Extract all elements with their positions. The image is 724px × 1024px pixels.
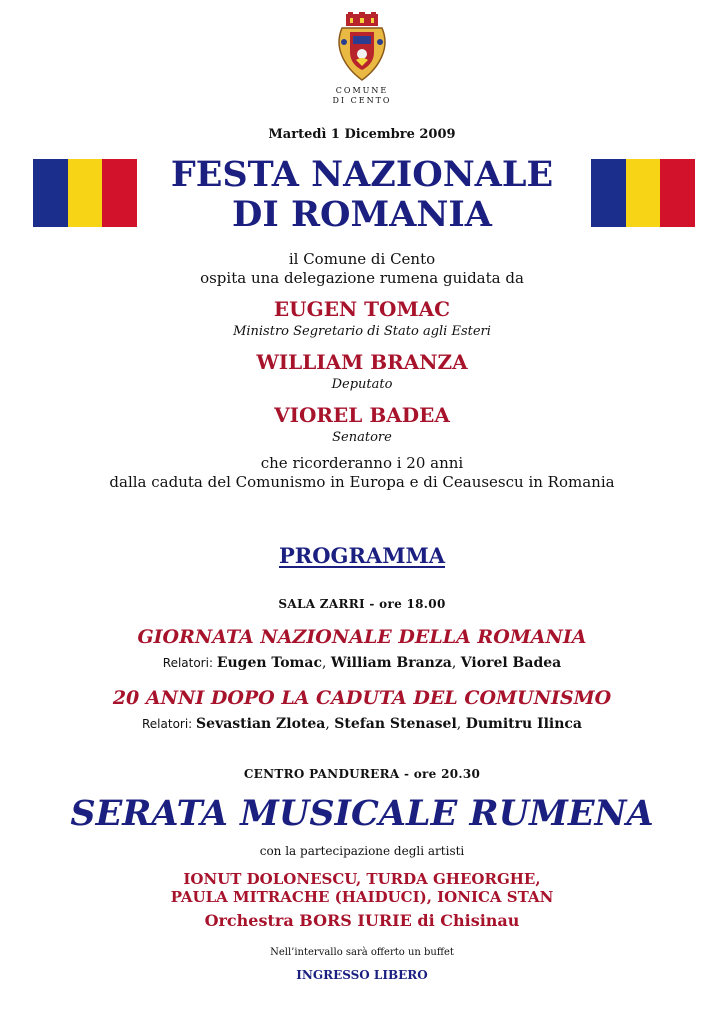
speaker-separator: , xyxy=(321,655,331,671)
speaker: Stefan Stenasel xyxy=(334,716,457,732)
venue-1: SALA ZARRI - ore 18.00 xyxy=(278,597,446,611)
event-1-title: GIORNATA NAZIONALE DELLA ROMANIA xyxy=(137,626,587,648)
programma-heading xyxy=(0,543,724,568)
speaker-separator: , xyxy=(325,716,335,732)
delegate-name-2: WILLIAM BRANZA xyxy=(256,350,468,374)
crest-caption xyxy=(0,86,724,106)
event-2-speakers xyxy=(0,716,724,732)
speaker-separator: , xyxy=(456,716,466,732)
speaker: Sevastian Zlotea xyxy=(196,716,326,732)
outro-line2: dalla caduta del Comunismo in Europa e di Ceausescu in Romania xyxy=(109,473,615,491)
programma-heading-text: PROGRAMMA xyxy=(278,543,445,568)
delegate-name-1: EUGEN TOMAC xyxy=(273,297,451,321)
speaker: Eugen Tomac xyxy=(216,655,322,671)
orchestra-text: Orchestra BORS IURIE di Chisinau xyxy=(204,911,520,930)
speaker: Viorel Badea xyxy=(460,655,562,671)
event-1-speakers xyxy=(0,655,724,671)
venue-2: CENTRO PANDURERA - ore 20.30 xyxy=(243,767,481,781)
comune-crest-logo xyxy=(336,12,388,82)
intro-line1: il Comune di Cento xyxy=(288,250,436,268)
title-line1: FESTA NAZIONALE xyxy=(170,154,554,195)
relatori-label: Relatori: xyxy=(142,717,197,731)
crest-caption-line2: DI CENTO xyxy=(332,96,392,105)
outro-line1: che ricorderanno i 20 anni xyxy=(260,454,464,472)
ingresso-libero: INGRESSO LIBERO xyxy=(296,968,428,982)
artists-line2: PAULA MITRACHE (HAIDUCI), IONICA STAN xyxy=(170,888,554,906)
delegate-role-1: Ministro Segretario di Stato agli Esteri xyxy=(233,324,491,339)
delegate-role-2: Deputato xyxy=(331,377,393,392)
delegate-name-3: VIOREL BADEA xyxy=(274,403,450,427)
speaker: William Branza xyxy=(330,655,452,671)
title-line2: DI ROMANIA xyxy=(232,194,492,235)
buffet-text: Nell’intervallo sarà offerto un buffet xyxy=(270,947,454,958)
event-date: Martedì 1 Dicembre 2009 xyxy=(268,127,456,142)
artists-line1: IONUT DOLONESCU, TURDA GHEORGHE, xyxy=(183,870,541,888)
serata-title: SERATA MUSICALE RUMENA xyxy=(70,793,654,834)
event-2-title: 20 ANNI DOPO LA CADUTA DEL COMUNISMO xyxy=(112,687,612,709)
intro-line2: ospita una delegazione rumena guidata da xyxy=(200,269,524,287)
partecipazione-text: con la partecipazione degli artisti xyxy=(259,844,465,858)
page-title xyxy=(0,155,724,235)
relatori-label: Relatori: xyxy=(162,656,217,670)
crest-caption-line1: COMUNE xyxy=(335,86,389,95)
delegate-role-3: Senatore xyxy=(332,430,392,445)
speaker-separator: , xyxy=(451,655,461,671)
speaker: Dumitru Ilinca xyxy=(465,716,582,732)
